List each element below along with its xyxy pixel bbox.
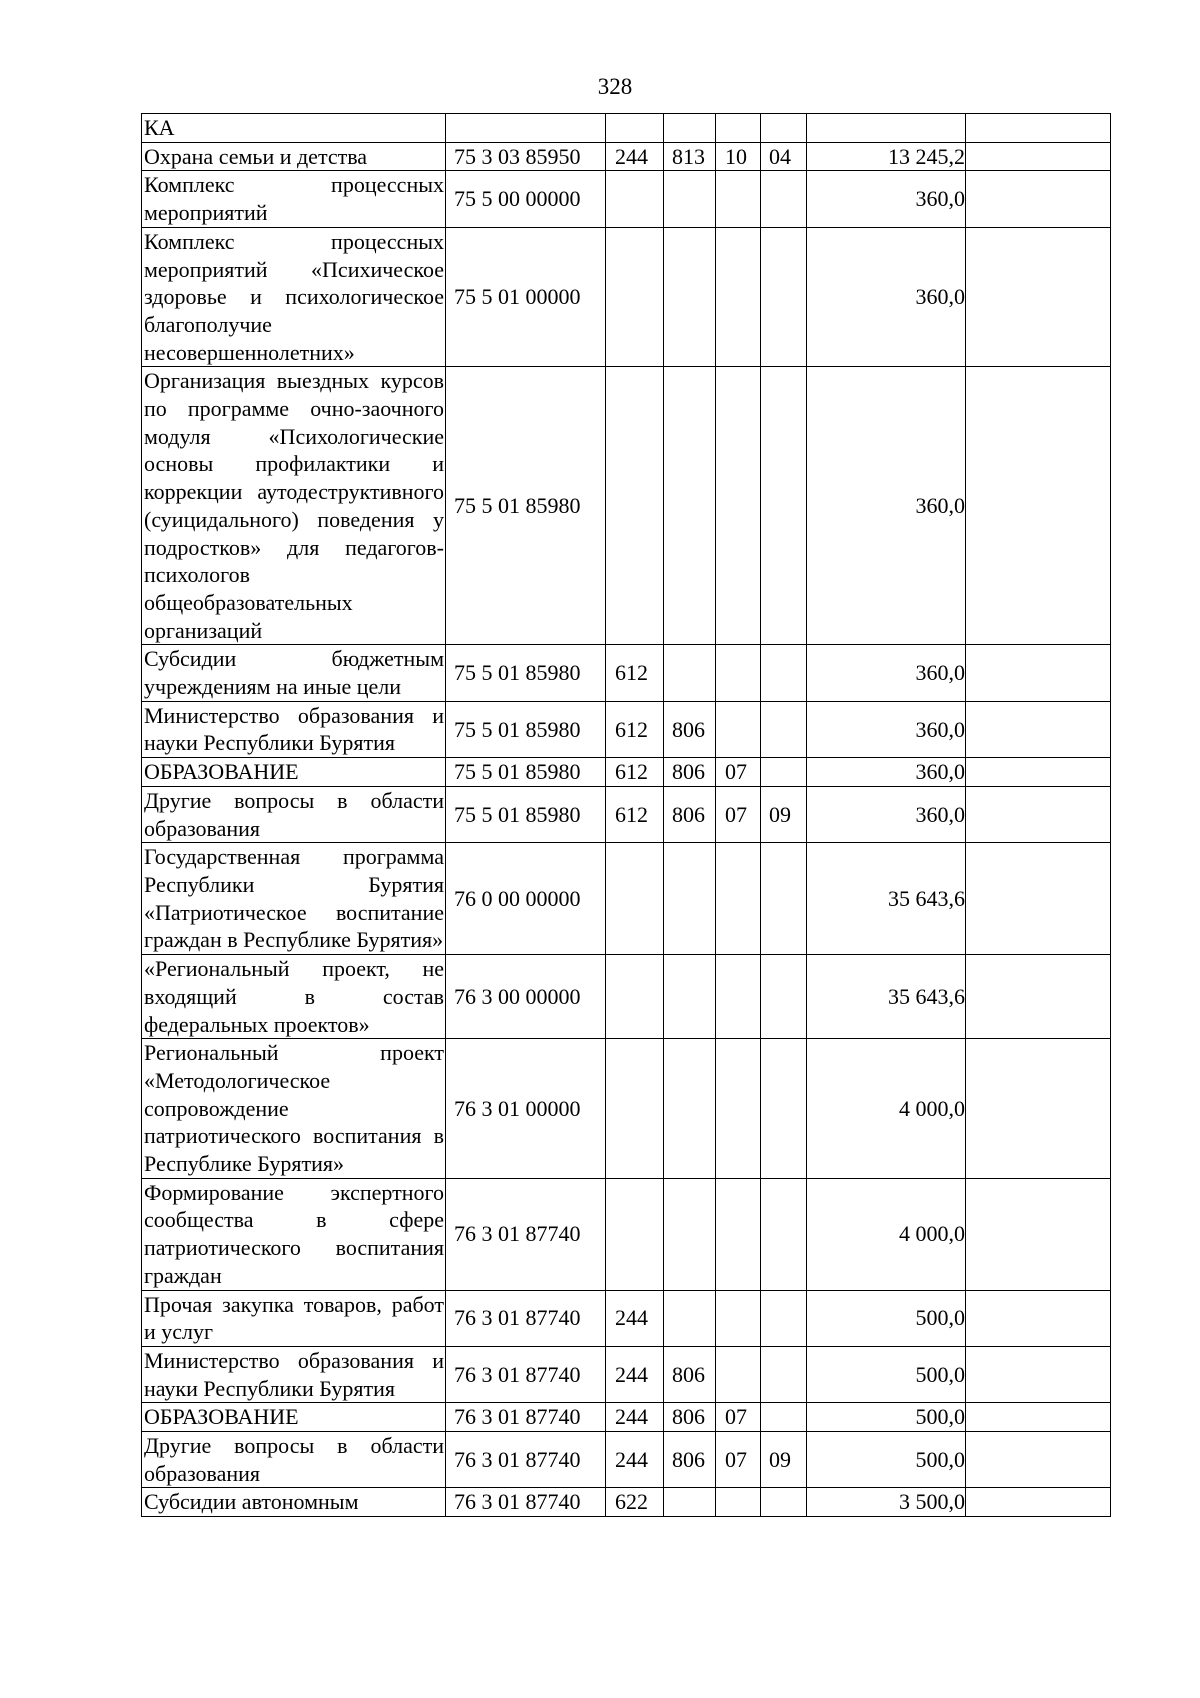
ministry-code-cell: 806 xyxy=(664,1346,716,1402)
table-row xyxy=(142,227,1111,367)
amount-cell: 360,0 xyxy=(807,227,966,367)
row-name-cell: Организация выездных курсов по программе очно-заочного модуля «Психологические основы профилактики и коррекции аутодеструктивного (суицидального) поведения у подростков» для педагогов-психологов общеобразовательных организаций xyxy=(142,367,446,645)
ministry-code-cell xyxy=(664,171,716,227)
amount-cell: 4 000,0 xyxy=(807,1039,966,1179)
expense-type-cell xyxy=(606,1039,664,1179)
amount-cell: 360,0 xyxy=(807,786,966,842)
ministry-code-cell xyxy=(664,114,716,143)
table-row xyxy=(142,786,1111,842)
table-row xyxy=(142,1432,1111,1488)
expense-type-cell: 612 xyxy=(606,645,664,701)
extra-cell xyxy=(966,227,1111,367)
table-row xyxy=(142,142,1111,171)
amount-cell: 35 643,6 xyxy=(807,955,966,1039)
row-name-cell: Субсидии автономным xyxy=(142,1488,446,1517)
amount-cell: 500,0 xyxy=(807,1290,966,1346)
extra-cell xyxy=(966,367,1111,645)
section-cell xyxy=(716,645,761,701)
target-article-cell: 75 3 03 85950 xyxy=(446,142,606,171)
extra-cell xyxy=(966,171,1111,227)
expense-type-cell xyxy=(606,955,664,1039)
expense-type-cell xyxy=(606,843,664,955)
subsection-cell xyxy=(761,955,807,1039)
target-article-cell: 76 3 00 00000 xyxy=(446,955,606,1039)
extra-cell xyxy=(966,1290,1111,1346)
target-article-cell: 76 3 01 00000 xyxy=(446,1039,606,1179)
ministry-code-cell xyxy=(664,367,716,645)
expense-type-cell: 244 xyxy=(606,1290,664,1346)
table-row xyxy=(142,758,1111,787)
table-row xyxy=(142,843,1111,955)
row-name-cell: Министерство образования и науки Республики Бурятия xyxy=(142,1346,446,1402)
target-article-cell: 75 5 01 00000 xyxy=(446,227,606,367)
table-body xyxy=(142,114,1111,1517)
section-cell: 07 xyxy=(716,1432,761,1488)
section-cell xyxy=(716,1178,761,1290)
section-cell xyxy=(716,227,761,367)
expense-type-cell xyxy=(606,227,664,367)
section-cell xyxy=(716,367,761,645)
section-cell xyxy=(716,1039,761,1179)
subsection-cell xyxy=(761,227,807,367)
budget-table xyxy=(141,113,1111,1517)
table-row xyxy=(142,1039,1111,1179)
amount-cell: 35 643,6 xyxy=(807,843,966,955)
expense-type-cell: 244 xyxy=(606,142,664,171)
subsection-cell xyxy=(761,1290,807,1346)
amount-cell: 360,0 xyxy=(807,171,966,227)
extra-cell xyxy=(966,1432,1111,1488)
amount-cell: 500,0 xyxy=(807,1403,966,1432)
extra-cell xyxy=(966,786,1111,842)
ministry-code-cell: 813 xyxy=(664,142,716,171)
expense-type-cell: 622 xyxy=(606,1488,664,1517)
row-name-cell: Региональный проект «Методологическое сопровождение патриотического воспитания в Республике Бурятия» xyxy=(142,1039,446,1179)
extra-cell xyxy=(966,1488,1111,1517)
target-article-cell xyxy=(446,114,606,143)
amount-cell: 360,0 xyxy=(807,758,966,787)
subsection-cell xyxy=(761,1346,807,1402)
expense-type-cell xyxy=(606,114,664,143)
row-name-cell: ОБРАЗОВАНИЕ xyxy=(142,1403,446,1432)
section-cell xyxy=(716,843,761,955)
expense-type-cell: 612 xyxy=(606,701,664,757)
row-name-cell: Государственная программа Республики Бурятия «Патриотическое воспитание граждан в Республике Бурятия» xyxy=(142,843,446,955)
extra-cell xyxy=(966,1178,1111,1290)
table-row xyxy=(142,1178,1111,1290)
subsection-cell xyxy=(761,1403,807,1432)
section-cell xyxy=(716,1346,761,1402)
ministry-code-cell: 806 xyxy=(664,786,716,842)
row-name-cell: Формирование экспертного сообщества в сфере патриотического воспитания граждан xyxy=(142,1178,446,1290)
subsection-cell xyxy=(761,1488,807,1517)
expense-type-cell xyxy=(606,171,664,227)
row-name-cell: Комплекс процессных мероприятий xyxy=(142,171,446,227)
table-row xyxy=(142,1488,1111,1517)
subsection-cell xyxy=(761,843,807,955)
row-name-cell: Комплекс процессных мероприятий «Психическое здоровье и психологическое благополучие несовершеннолетних» xyxy=(142,227,446,367)
page-number: 328 xyxy=(597,74,633,99)
expense-type-cell: 244 xyxy=(606,1403,664,1432)
extra-cell xyxy=(966,1403,1111,1432)
section-cell: 10 xyxy=(716,142,761,171)
table-row xyxy=(142,645,1111,701)
table-row xyxy=(142,1346,1111,1402)
row-name-cell: Другие вопросы в области образования xyxy=(142,786,446,842)
target-article-cell: 75 5 01 85980 xyxy=(446,645,606,701)
section-cell xyxy=(716,114,761,143)
row-name-cell: ОБРАЗОВАНИЕ xyxy=(142,758,446,787)
amount-cell: 3 500,0 xyxy=(807,1488,966,1517)
section-cell xyxy=(716,701,761,757)
row-name-cell: «Региональный проект, не входящий в состав федеральных проектов» xyxy=(142,955,446,1039)
ministry-code-cell xyxy=(664,955,716,1039)
row-name-cell: Субсидии бюджетным учреждениям на иные цели xyxy=(142,645,446,701)
table-row xyxy=(142,955,1111,1039)
amount-cell: 4 000,0 xyxy=(807,1178,966,1290)
row-name-cell: Другие вопросы в области образования xyxy=(142,1432,446,1488)
target-article-cell: 75 5 01 85980 xyxy=(446,758,606,787)
extra-cell xyxy=(966,1039,1111,1179)
subsection-cell xyxy=(761,1178,807,1290)
extra-cell xyxy=(966,142,1111,171)
target-article-cell: 76 3 01 87740 xyxy=(446,1403,606,1432)
extra-cell xyxy=(966,955,1111,1039)
subsection-cell: 04 xyxy=(761,142,807,171)
ministry-code-cell xyxy=(664,227,716,367)
ministry-code-cell xyxy=(664,843,716,955)
subsection-cell: 09 xyxy=(761,1432,807,1488)
target-article-cell: 75 5 01 85980 xyxy=(446,786,606,842)
target-article-cell: 76 3 01 87740 xyxy=(446,1346,606,1402)
amount-cell: 360,0 xyxy=(807,367,966,645)
target-article-cell: 75 5 01 85980 xyxy=(446,701,606,757)
extra-cell xyxy=(966,645,1111,701)
amount-cell: 500,0 xyxy=(807,1432,966,1488)
amount-cell xyxy=(807,114,966,143)
extra-cell xyxy=(966,843,1111,955)
ministry-code-cell: 806 xyxy=(664,1432,716,1488)
table-row xyxy=(142,171,1111,227)
section-cell xyxy=(716,955,761,1039)
subsection-cell xyxy=(761,1039,807,1179)
ministry-code-cell xyxy=(664,1178,716,1290)
subsection-cell xyxy=(761,171,807,227)
table-row xyxy=(142,367,1111,645)
subsection-cell xyxy=(761,758,807,787)
row-name-cell: Охрана семьи и детства xyxy=(142,142,446,171)
subsection-cell xyxy=(761,701,807,757)
subsection-cell xyxy=(761,114,807,143)
expense-type-cell xyxy=(606,1178,664,1290)
section-cell: 07 xyxy=(716,758,761,787)
ministry-code-cell xyxy=(664,1039,716,1179)
ministry-code-cell: 806 xyxy=(664,758,716,787)
table-row xyxy=(142,1403,1111,1432)
ministry-code-cell xyxy=(664,1290,716,1346)
expense-type-cell: 244 xyxy=(606,1432,664,1488)
subsection-cell: 09 xyxy=(761,786,807,842)
extra-cell xyxy=(966,758,1111,787)
ministry-code-cell: 806 xyxy=(664,701,716,757)
section-cell xyxy=(716,1488,761,1517)
target-article-cell: 75 5 01 85980 xyxy=(446,367,606,645)
row-name-cell: КА xyxy=(142,114,446,143)
expense-type-cell: 244 xyxy=(606,1346,664,1402)
table-row xyxy=(142,114,1111,143)
target-article-cell: 76 3 01 87740 xyxy=(446,1488,606,1517)
ministry-code-cell xyxy=(664,645,716,701)
extra-cell xyxy=(966,114,1111,143)
ministry-code-cell xyxy=(664,1488,716,1517)
extra-cell xyxy=(966,1346,1111,1402)
expense-type-cell: 612 xyxy=(606,786,664,842)
section-cell: 07 xyxy=(716,1403,761,1432)
target-article-cell: 76 3 01 87740 xyxy=(446,1290,606,1346)
amount-cell: 360,0 xyxy=(807,645,966,701)
row-name-cell: Министерство образования и науки Республики Бурятия xyxy=(142,701,446,757)
amount-cell: 13 245,2 xyxy=(807,142,966,171)
ministry-code-cell: 806 xyxy=(664,1403,716,1432)
section-cell xyxy=(716,171,761,227)
section-cell: 07 xyxy=(716,786,761,842)
expense-type-cell xyxy=(606,367,664,645)
target-article-cell: 75 5 00 00000 xyxy=(446,171,606,227)
subsection-cell xyxy=(761,367,807,645)
subsection-cell xyxy=(761,645,807,701)
amount-cell: 360,0 xyxy=(807,701,966,757)
row-name-cell: Прочая закупка товаров, работ и услуг xyxy=(142,1290,446,1346)
target-article-cell: 76 3 01 87740 xyxy=(446,1432,606,1488)
amount-cell: 500,0 xyxy=(807,1346,966,1402)
table-row xyxy=(142,1290,1111,1346)
table-row xyxy=(142,701,1111,757)
expense-type-cell: 612 xyxy=(606,758,664,787)
section-cell xyxy=(716,1290,761,1346)
extra-cell xyxy=(966,701,1111,757)
target-article-cell: 76 0 00 00000 xyxy=(446,843,606,955)
target-article-cell: 76 3 01 87740 xyxy=(446,1178,606,1290)
